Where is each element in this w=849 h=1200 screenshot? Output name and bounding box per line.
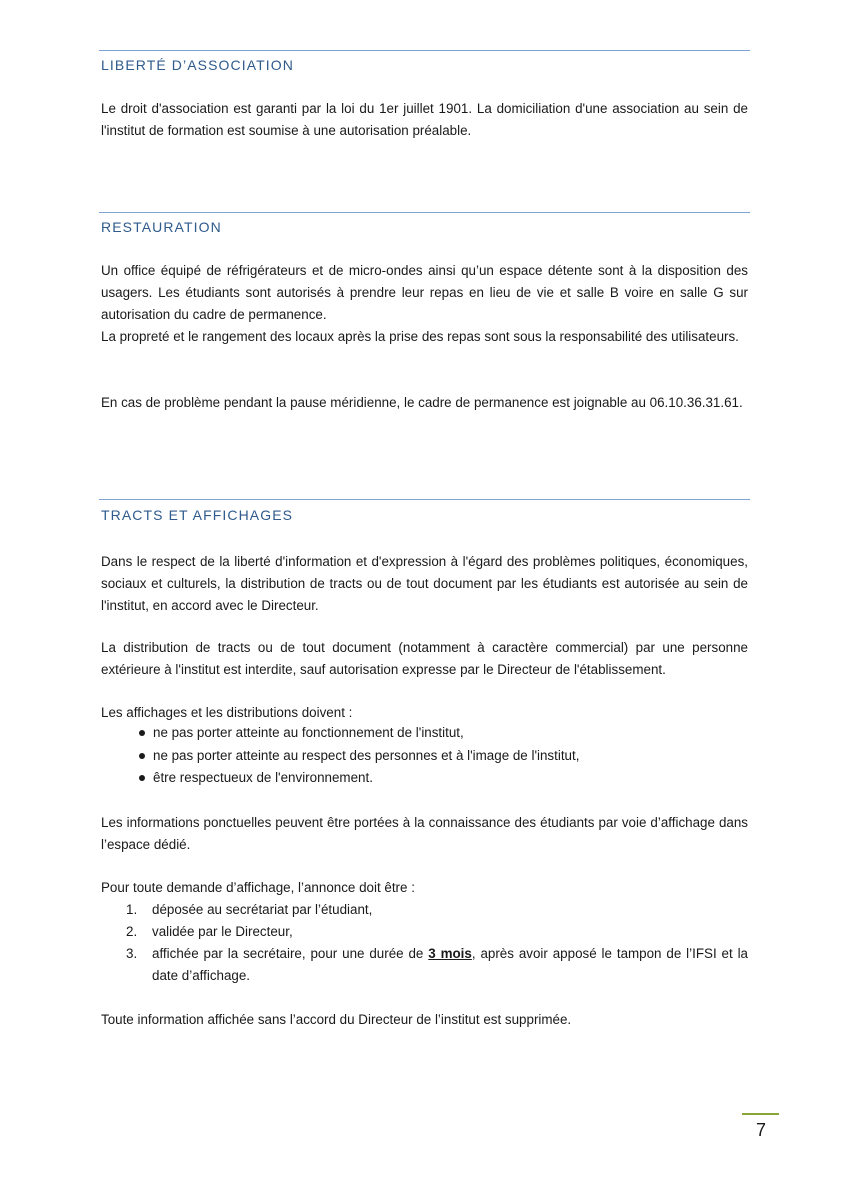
page-number: 7 (755, 1120, 766, 1140)
list-item: 1. déposée au secrétariat par l’étudiant, (126, 902, 373, 917)
duration-emphasis: 3 mois (428, 946, 472, 961)
paragraph: Dans le respect de la liberté d'information et d'expression à l'égard des problèmes politiques, économiques, sociaux et culturels, la distribution de tracts ou de tout document par les étudiants est autorisée au sein de l'institut, en accord avec le Directeur. (101, 554, 748, 613)
paragraph: Le droit d'association est garanti par la loi du 1er juillet 1901. La domiciliation d'une association au sein de l'institut de formation est soumise à une autorisation préalable. (101, 101, 748, 138)
paragraph: En cas de problème pendant la pause méridienne, le cadre de permanence est joignable au 06.10.36.31.61. (101, 395, 743, 410)
section-divider (99, 499, 750, 500)
bullet-icon (139, 775, 145, 781)
section-divider (99, 212, 750, 213)
list-item: être respectueux de l'environnement. (137, 767, 748, 790)
paragraph: Un office équipé de réfrigérateurs et de micro-ondes ainsi qu’un espace détente sont à la disposition des usagers. Les étudiants sont autorisés à prendre leur repas en lieu de vie et salle B voire en salle G sur autorisation du cadre de permanence. (101, 263, 748, 322)
paragraph: Pour toute demande d’affichage, l’annonce doit être : (101, 880, 415, 895)
bullet-list (137, 722, 748, 790)
list-item: 2. validée par le Directeur, (126, 924, 293, 939)
footer-rule (742, 1113, 779, 1115)
list-item: 3. affichée par la secrétaire, pour une durée de 3 mois, après avoir apposé le tampon de l’IFSI et la date d’affichage. (126, 946, 749, 983)
paragraph: Toute information affichée sans l’accord du Directeur de l’institut est supprimée. (101, 1012, 572, 1027)
list-item: ne pas porter atteinte au respect des personnes et à l'image de l'institut, (137, 745, 748, 768)
section-heading-association: LIBERTÉ D’ASSOCIATION (101, 57, 294, 73)
paragraph: La propreté et le rangement des locaux après la prise des repas sont sous la responsabilité des utilisateurs. (101, 329, 739, 344)
paragraph: Les affichages et les distributions doivent : (101, 705, 353, 720)
paragraph: La distribution de tracts ou de tout document (notamment à caractère commercial) par une personne extérieure à l'institut est interdite, sauf autorisation expresse par le Directeur de l'établissement. (101, 640, 748, 677)
section-divider (99, 50, 750, 51)
section-heading-tracts: TRACTS ET AFFICHAGES (101, 507, 294, 523)
section-heading-restauration: RESTAURATION (101, 219, 222, 235)
bullet-icon (139, 730, 145, 736)
bullet-icon (139, 753, 145, 759)
paragraph: Les informations ponctuelles peuvent être portées à la connaissance des étudiants par voie d’affichage dans l’espace dédié. (101, 815, 748, 852)
numbered-list (126, 899, 748, 987)
list-item: ne pas porter atteinte au fonctionnement de l'institut, (137, 722, 748, 745)
